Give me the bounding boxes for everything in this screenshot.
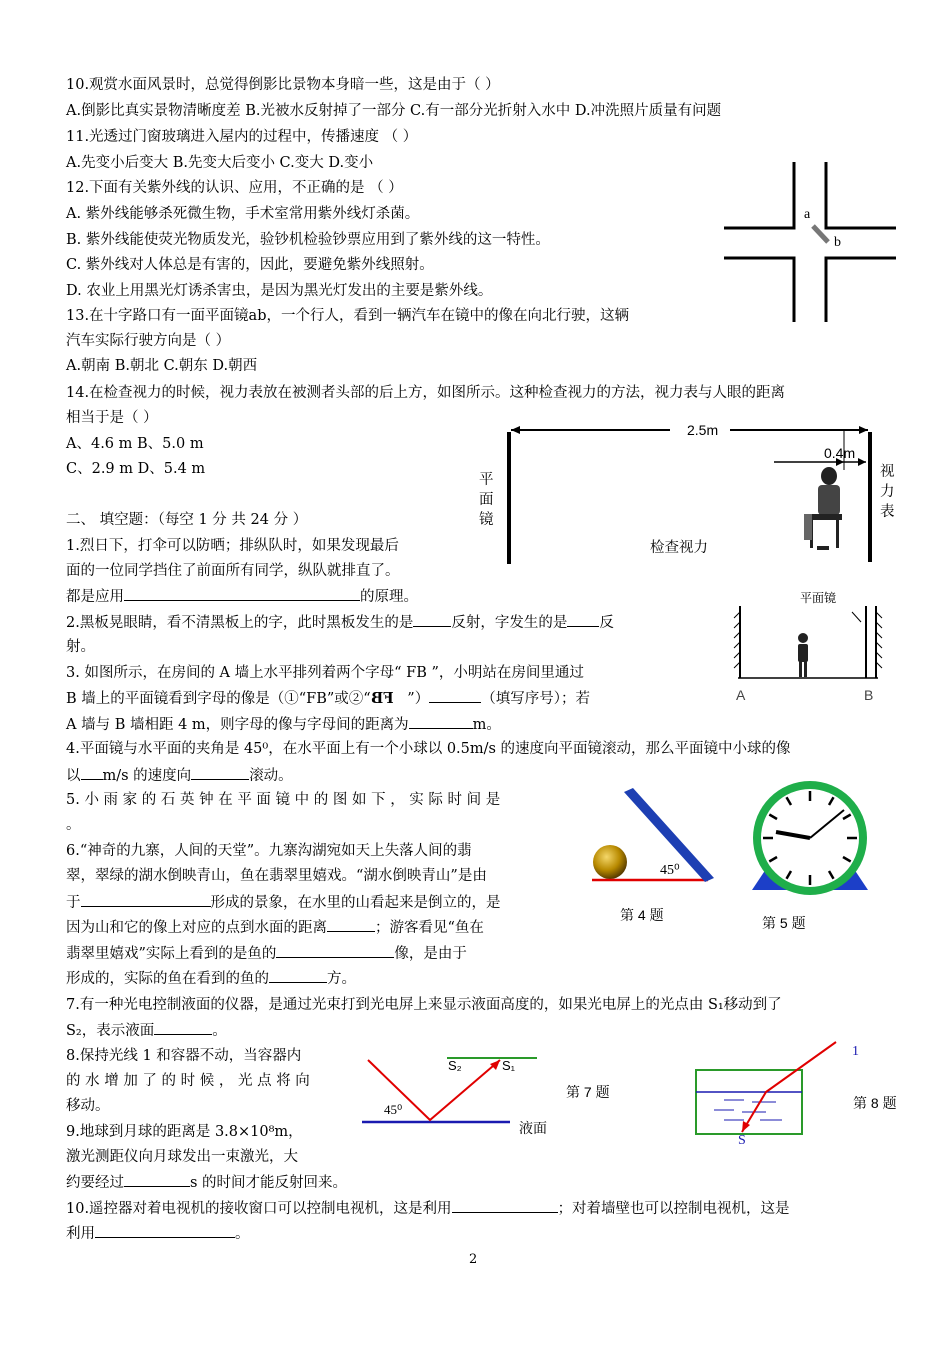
- refracted-ray: [742, 1042, 836, 1132]
- f8-line2: 的 水 增 加 了 的 时 候 ， 光 点 将 向: [66, 1073, 310, 1089]
- f3-blank-1[interactable]: [429, 688, 481, 703]
- f7-blank[interactable]: [154, 1020, 212, 1035]
- q13-options: A.朝南 B.朝北 C.朝东 D.朝西: [66, 358, 258, 374]
- f9-blank[interactable]: [124, 1172, 190, 1187]
- f4-line1: 4.平面镜与水平面的夹角是 45⁰，在水平面上有一个小球以 0.5m/s 的速度向平面镜滚动，那么平面镜中小球的像: [66, 741, 791, 757]
- q10-options: A.倒影比真实景物清晰度差 B.光被水反射掉了一部分 C.有一部分光折射入水中 D.冲洗照片质量有问题: [66, 103, 722, 119]
- q14-options-ab: A、4.6 m B、5.0 m: [66, 436, 204, 452]
- f1-line1: 1.烈日下，打伞可以防晒；排纵队时，如果发现最后: [66, 538, 399, 554]
- f5-line2: 。: [66, 817, 81, 833]
- f7-line2: S₂，表示液面 。: [66, 1020, 227, 1041]
- fig7-s1-label: S₁: [502, 1058, 516, 1073]
- f6-blank-3[interactable]: [276, 943, 394, 958]
- crossroad-figure: [722, 162, 902, 324]
- fig7-surface-label: 液面: [519, 1120, 547, 1136]
- distance-0-4m: 0.4m: [824, 445, 856, 461]
- f3-line1: 3. 如图所示，在房间的 A 墙上水平排列着两个字母“ FB ”，小明站在房间里通过: [66, 665, 584, 681]
- ball: [593, 845, 627, 879]
- f1-line2: 面的一位同学挡住了前面所有同学，纵队就排直了。: [66, 563, 400, 579]
- q14-options-cd: C、2.9 m D、5.4 m: [66, 461, 206, 477]
- chart-bar: [868, 432, 872, 562]
- f9-line3: 约要经过 s 的时间才能反射回来。: [66, 1172, 347, 1193]
- fig7-caption: 第 7 题: [566, 1084, 610, 1100]
- f6-blank-1[interactable]: [81, 892, 211, 907]
- f3-line2: B 墙上的平面镜看到字母的像是（①“FB”或②“FB ”） （填写序号）；若: [66, 690, 590, 707]
- fig4-figure: [588, 786, 718, 886]
- f1-line3: 都是应用 的原理。: [66, 586, 418, 607]
- f6-blank-2[interactable]: [327, 917, 375, 932]
- chart-vertical-label: 视力表: [880, 464, 895, 520]
- page-number: 2: [469, 1252, 478, 1267]
- fig5-clock-figure: [740, 788, 880, 900]
- f4-blank-2[interactable]: [191, 765, 249, 780]
- mirror-bar: [507, 432, 511, 564]
- f8-line1: 8.保持光线 1 和容器不动，当容器内: [66, 1048, 302, 1064]
- q12-option-b: B. 紫外线能使荧光物质发光，验钞机检验钞票应用到了紫外线的这一特性。: [66, 232, 550, 248]
- f2-blank-1[interactable]: [413, 612, 451, 627]
- q12-option-d: D. 农业上用黑光灯诱杀害虫，是因为黑光灯发出的主要是紫外线。: [66, 283, 493, 299]
- f6-line2: 翠，翠绿的湖水倒映青山，鱼在翡翠里嬉戏。“湖水倒映青山”是由: [66, 868, 487, 884]
- f8-line3: 移动。: [66, 1098, 110, 1114]
- section-heading: 二、 填空题：（每空 1 分 共 24 分 ）: [66, 512, 308, 528]
- f6-line3: 于 形成的景象，在水里的山看起来是倒立的，是: [66, 892, 501, 913]
- f6-line4: 因为山和它的像上对应的点到水面的距离 ；游客看见“鱼在: [66, 917, 484, 938]
- f2-line2: 射。: [66, 639, 95, 655]
- f10-line1: 10.遥控器对着电视机的接收窗口可以控制电视机，这是利用 ；对着墙壁也可以控制电视机，这是: [66, 1198, 790, 1219]
- fig7-s2-label: S₂: [448, 1058, 462, 1073]
- f4-line2: 以 m/s 的速度向 滚动。: [66, 765, 293, 786]
- fig7-figure: [360, 1050, 545, 1130]
- f3-line3: A 墙与 B 墙相距 4 m，则字母的像与字母间的距离为 m。: [66, 714, 501, 735]
- fig5-caption: 第 5 题: [762, 915, 806, 931]
- label-b: b: [834, 235, 841, 250]
- fig7-angle: 45⁰: [384, 1102, 403, 1117]
- distance-2-5m: 2.5m: [687, 422, 719, 438]
- q12-option-a: A. 紫外线能够杀死微生物，手术室常用紫外线灯杀菌。: [66, 206, 420, 222]
- f10-blank-2[interactable]: [95, 1223, 235, 1238]
- f10-blank-1[interactable]: [452, 1198, 558, 1213]
- q11-options: A.先变小后变大 B.先变大后变小 C.变大 D.变小: [66, 155, 374, 171]
- fig8-caption: 第 8 题: [853, 1095, 897, 1111]
- mirror-vertical-label: 平面镜: [479, 472, 494, 528]
- q10-text: 10.观赏水面风景时，总觉得倒影比景物本身暗一些，这是由于（ ）: [66, 77, 500, 93]
- fig8-spot-label: S: [738, 1133, 746, 1148]
- f1-blank[interactable]: [124, 586, 360, 601]
- f6-line5: 翡翠里嬉戏”实际上看到的是鱼的 像，是由于: [66, 943, 467, 964]
- wall-b-label: B: [864, 687, 874, 703]
- q14-line1: 14.在检查视力的时候，视力表放在被测者头部的后上方，如图所示。这种检查视力的方法，视力表与人眼的距离: [66, 385, 786, 401]
- fig8-figure: [690, 1040, 870, 1150]
- f2-line1: 2.黑板晃眼睛，看不清黑板上的字，此时黑板发生的是 反射，字发生的是 反: [66, 612, 614, 633]
- q13-line1: 13.在十字路口有一面平面镜ab，一个行人，看到一辆汽车在镜中的像在向北行驶，这辆: [66, 308, 629, 324]
- f9-line2: 激光测距仪向月球发出一束激光，大: [66, 1149, 298, 1165]
- mirrored-letters: FB: [370, 690, 394, 707]
- eye-test-caption: 检查视力: [650, 540, 708, 556]
- f9-line1: 9.地球到月球的距离是 3.8×10⁸m，: [66, 1124, 303, 1140]
- container: [696, 1070, 802, 1134]
- label-a: a: [804, 207, 811, 222]
- q14-line2: 相当于是（ ）: [66, 410, 158, 426]
- person-icon: [798, 633, 808, 677]
- f10-line2: 利用 。: [66, 1223, 250, 1244]
- seated-person-icon: [804, 467, 842, 550]
- f2-blank-2[interactable]: [567, 612, 599, 627]
- f7-line1: 7.有一种光电控制液面的仪器，是通过光束打到光电屏上来显示液面高度的，如果光电屏上的光点由 S₁移动到了: [66, 997, 782, 1013]
- f6-line6: 形成的，实际的鱼在看到的鱼的 方。: [66, 968, 356, 989]
- room-mirror-label: 平面镜: [800, 591, 837, 605]
- q13-line2: 汽车实际行驶方向是（ ）: [66, 333, 231, 349]
- f6-line1: 6.“神奇的九寨，人间的天堂”。九寨沟湖宛如天上失落人间的翡: [66, 843, 472, 859]
- room-figure: [728, 590, 888, 706]
- q12-text: 12.下面有关紫外线的认识、应用，不正确的是 （ ）: [66, 180, 403, 196]
- f3-blank-2[interactable]: [409, 714, 473, 729]
- fig8-ray-label: 1: [852, 1044, 859, 1059]
- f6-blank-4[interactable]: [269, 968, 327, 983]
- f4-blank-1[interactable]: [81, 765, 103, 780]
- fig4-angle: 45⁰: [660, 863, 680, 878]
- q12-option-c: C. 紫外线对人体总是有害的，因此，要避免紫外线照射。: [66, 257, 434, 273]
- fig4-caption: 第 4 题: [620, 907, 664, 923]
- f5-line1: 5. 小 雨 家 的 石 英 钟 在 平 面 镜 中 的 图 如 下 ， 实 际 时 间 是: [66, 792, 501, 808]
- wall-a-label: A: [736, 687, 746, 703]
- q11-text: 11.光透过门窗玻璃进入屋内的过程中，传播速度 （ ）: [66, 129, 418, 145]
